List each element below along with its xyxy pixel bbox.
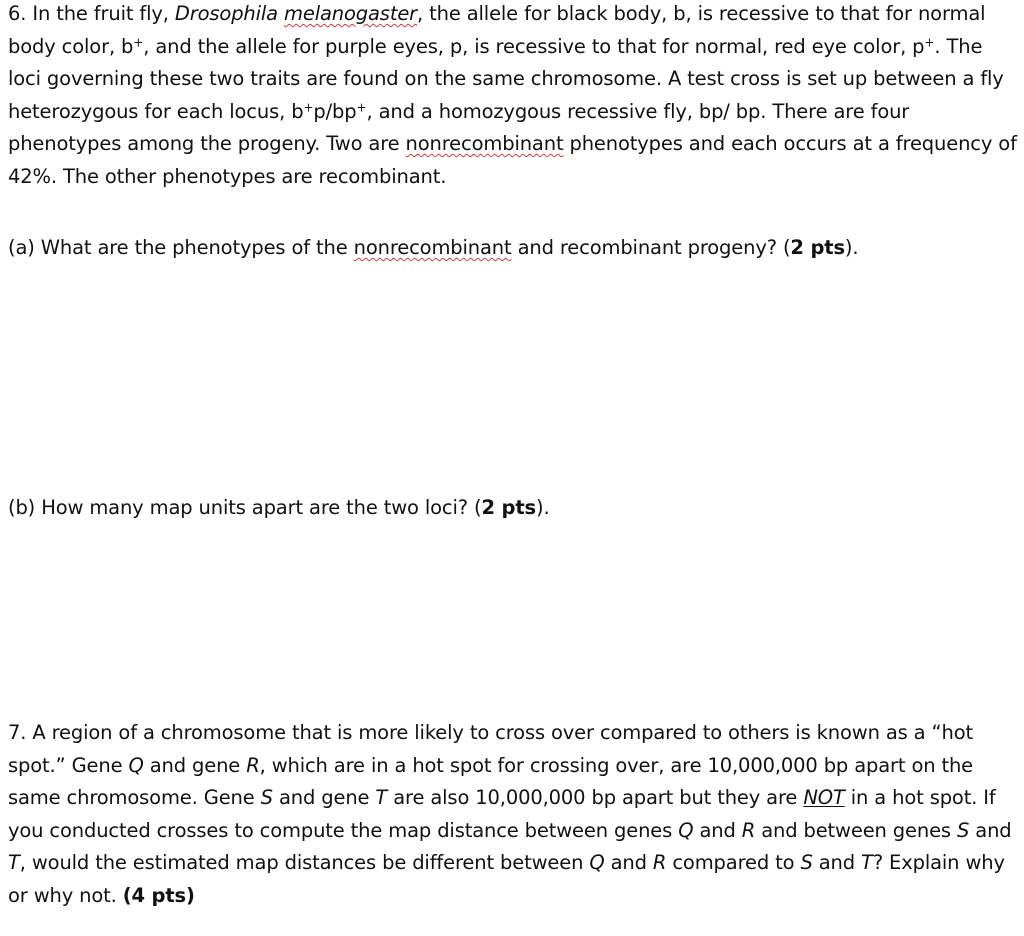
superscript-plus: +: [924, 34, 935, 49]
question-7-text: [8, 717, 1018, 912]
q6a-text-2: and recombinant progeny? (: [511, 236, 791, 259]
q7-text-13: and: [812, 851, 862, 874]
q7-text-9: and: [969, 818, 1012, 842]
q6-text-2: , the allele for black body, b, is recessive to that for normal body color, b: [8, 2, 986, 58]
q7-text-12: compared to: [666, 851, 801, 874]
q6-text-3: , and the allele for purple eyes, p, is recessive to that for normal, red eye color, p: [143, 34, 925, 58]
gene-r: R: [652, 851, 667, 874]
gene-t: T: [375, 786, 388, 809]
q7-text-2: and gene: [143, 753, 247, 777]
word-nonrecombinant: nonrecombinant: [353, 236, 512, 259]
gene-q: Q: [128, 753, 144, 777]
q7-text-5: are also 10,000,000 bp apart but they are: [387, 786, 804, 809]
superscript-plus: +: [356, 99, 367, 114]
word-nonrecombinant: nonrecombinant: [405, 132, 564, 155]
q7-text-6: in a hot spot. If you conducted crosses to compute the map distance between genes: [8, 786, 996, 842]
question-6a-text: [8, 232, 1018, 265]
superscript-plus: +: [133, 34, 144, 49]
gene-s: S: [260, 786, 273, 809]
q6-text-6: , and a homozygous recessive fly, bp/ bp. There are four phenotypes among the progeny. Two are: [8, 99, 910, 155]
gene-q: Q: [589, 851, 605, 874]
q6-text-5: p/bp: [313, 99, 357, 123]
gene-r: R: [246, 753, 260, 777]
q7-text-10: , would the estimated map distances be different between: [19, 851, 590, 874]
gene-r: R: [741, 818, 756, 842]
q7-text-11: and: [604, 851, 653, 874]
q6-text-7: phenotypes and each occurs at a frequency of 42%. The other phenotypes are recombinant.: [8, 132, 1017, 188]
q7-text-3: , which are in a hot spot for crossing over, are 10,000,000 bp apart on the same chromosome. Gene: [8, 753, 974, 809]
question-6b-text: [8, 492, 1018, 525]
species-genus: Drosophila: [174, 2, 278, 25]
q7-text-14: ? Explain why or why not.: [8, 851, 1005, 907]
q7-text-1: 7. A region of a chromosome that is more likely to cross over compared to others is known as a “hot spot.” Gene: [8, 721, 973, 777]
q6a-text-3: ).: [844, 236, 859, 259]
q7-text-4: and gene: [272, 786, 376, 809]
gene-t: T: [8, 851, 20, 874]
q6b-text-1: (b) How many map units apart are the two loci? (: [8, 496, 482, 519]
q6-text-1: 6. In the fruit fly,: [8, 2, 175, 25]
points-label: (4 pts): [122, 883, 195, 907]
gene-s: S: [956, 818, 970, 842]
q7-text-7: and: [693, 818, 742, 842]
gene-t: T: [861, 851, 873, 874]
q6b-text-2: ).: [535, 496, 550, 519]
q7-text-8: and between genes: [755, 818, 957, 842]
q6-text-4: . The loci governing these two traits are found on the same chromosome. A test cross is set up between a fly heterozygous for each locus, b: [8, 34, 1004, 123]
points-label: 2 pts: [790, 236, 845, 259]
species-name: melanogaster: [284, 2, 418, 25]
emphasis-not: NOT: [803, 786, 845, 809]
question-6-text: [8, 0, 1018, 193]
q6a-text-1: (a) What are the phenotypes of the: [8, 236, 354, 259]
gene-q: Q: [678, 818, 694, 842]
superscript-plus: +: [303, 99, 314, 114]
gene-s: S: [800, 851, 813, 874]
points-label: 2 pts: [481, 496, 536, 519]
